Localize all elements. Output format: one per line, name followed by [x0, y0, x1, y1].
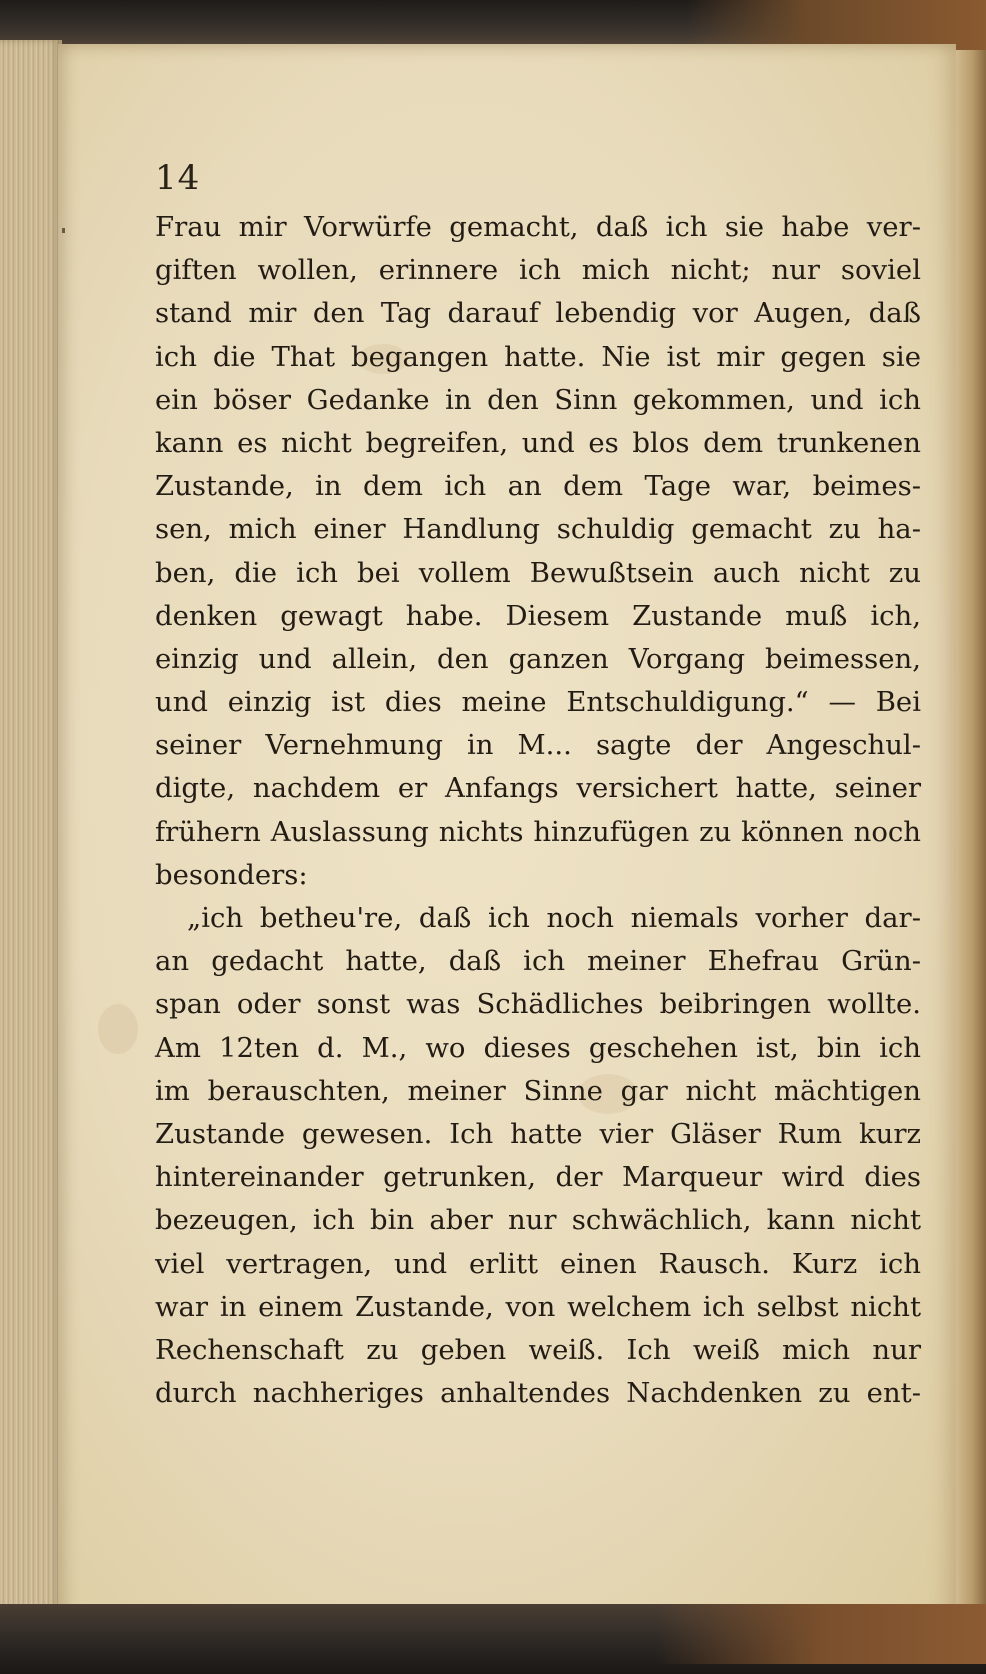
text-line: und einzig ist dies meine Entschuldigung.“ — Bei [155, 686, 921, 719]
text-line: durch nachheriges anhaltendes Nachdenken zu ent- [155, 1377, 921, 1410]
body-text [155, 206, 921, 1415]
text-line: Am 12ten d. M., wo dieses geschehen ist, bin ich [155, 1031, 921, 1064]
text-line: stand mir den Tag darauf lebendig vor Augen, daß [155, 297, 921, 330]
text-line: ein böser Gedanke in den Sinn gekommen, und ich [155, 383, 921, 416]
text-line: frühern Auslassung nichts hinzufügen zu können noch [155, 815, 921, 848]
text-line: Zustande, in dem ich an dem Tage war, beimes- [155, 470, 921, 503]
book-cover-bottom-worn [656, 1604, 986, 1664]
text-line: ben, die ich bei vollem Bewußtsein auch nicht zu [155, 556, 921, 589]
text-line: sen, mich einer Handlung schuldig gemacht zu ha- [155, 513, 921, 546]
text-line: giften wollen, erinnere ich mich nicht; nur soviel [155, 254, 921, 287]
text-line: digte, nachdem er Anfangs versichert hatte, seiner [155, 772, 921, 805]
text-line: seiner Vernehmung in M... sagte der Angeschul- [155, 729, 921, 762]
page-stack-edge [0, 40, 62, 1640]
text-line: Rechenschaft zu geben weiß. Ich weiß mich nur [155, 1333, 921, 1366]
text-line: span oder sonst was Schädliches beibringen wollte. [155, 988, 921, 1021]
page-number: 14 [155, 158, 201, 198]
text-line: kann es nicht begreifen, und es blos dem trunkenen [155, 426, 921, 459]
text-line: Frau mir Vorwürfe gemacht, daß ich sie habe ver- [155, 211, 921, 243]
book-spine-edge [952, 50, 986, 1610]
text-line: war in einem Zustande, von welchem ich selbst nicht [155, 1290, 921, 1323]
text-line: einzig und allein, den ganzen Vorgang beimessen, [155, 642, 921, 675]
text-line: „ich betheu're, daß ich noch niemals vorher dar- [187, 902, 921, 934]
text-line: viel vertragen, und erlitt einen Rausch. Kurz ich [155, 1247, 921, 1280]
text-line: hintereinander getrunken, der Marqueur wird dies [155, 1161, 921, 1194]
text-line: ich die That begangen hatte. Nie ist mir gegen sie [155, 340, 921, 373]
text-line: besonders: [155, 858, 308, 891]
margin-mark [62, 228, 65, 233]
text-line: bezeugen, ich bin aber nur schwächlich, kann nicht [155, 1204, 921, 1237]
text-line: Zustande gewesen. Ich hatte vier Gläser Rum kurz [155, 1117, 921, 1150]
text-line: denken gewagt habe. Diesem Zustande muß ich, [155, 599, 921, 632]
text-line: im berauschten, meiner Sinne gar nicht mächtigen [155, 1074, 921, 1107]
text-line: an gedacht hatte, daß ich meiner Ehefrau Grün- [155, 945, 921, 978]
